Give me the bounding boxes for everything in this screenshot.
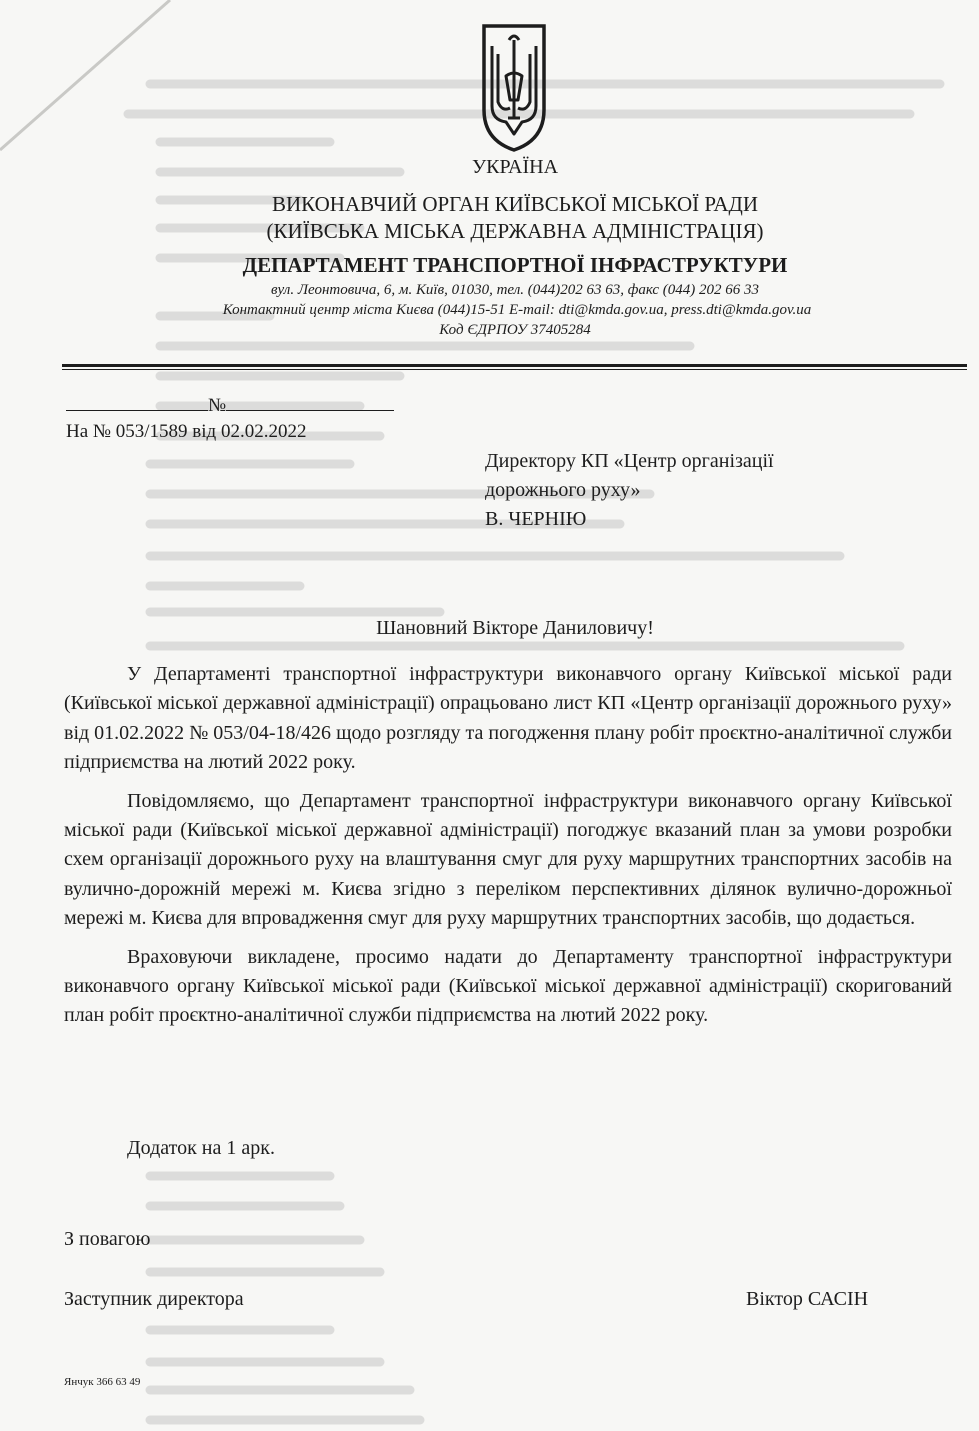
- registration-number-blank: [226, 394, 394, 411]
- letter-body: [64, 660, 952, 1031]
- header-edrpou: Код ЄДРПОУ 37405284: [439, 322, 591, 338]
- body-paragraph-3: Враховуючи викладене, просимо надати до Департаменту транспортної інфраструктури виконавчого органу Київської міської ради (Київської міської державної адміністрації) скоригований план робіт проєктно-аналітичної служби підприємства на лютий 2022 року.: [64, 945, 952, 1027]
- body-paragraph-1: У Департаменті транспортної інфраструктури виконавчого органу Київської міської ради (Київської міської державної адміністрації) опрацьовано лист КП «Центр організації дорожнього руху» від 01.02.2022 № 053/04-18/426 щодо розгляду та погодження плану робіт проєктно-аналітичної служби підприємства на лютий 2022 року.: [64, 663, 952, 774]
- signer-name: Віктор САСІН: [746, 1288, 869, 1310]
- addressee-line2: дорожнього руху»: [485, 479, 641, 501]
- registration-date-blank: [66, 394, 208, 411]
- signer-position: Заступник директора: [64, 1288, 244, 1310]
- executor-contact: Янчук 366 63 49: [64, 1376, 141, 1388]
- header-address: вул. Леонтовича, 6, м. Київ, 01030, тел. (044)202 63 63, факс (044) 202 66 33: [271, 282, 759, 298]
- incoming-reference: На № 053/1589 від 02.02.2022: [66, 421, 307, 442]
- header-country: УКРАЇНА: [471, 156, 559, 178]
- number-sign: №: [208, 395, 227, 416]
- closing-regards: З повагою: [64, 1228, 151, 1250]
- coat-of-arms-icon: [478, 18, 550, 156]
- header-divider-thin: [62, 369, 967, 370]
- addressee-line1: Директору КП «Центр організації: [485, 450, 774, 472]
- addressee-block: [485, 447, 774, 534]
- body-paragraph-2: Повідомляємо, що Департамент транспортної інфраструктури виконавчого органу Київської міської ради (Київської міської державної адміністрації) погоджує вказаний план за умови розробки схем організації дорожнього руху на влаштування смуг для руху маршрутних транспортних засобів на вулично-дорожній мережі м. Києва згідно з переліком перспективних ділянок вулично-дорожньої мережі м. Києва для впровадження смуг для руху маршрутних транспортних засобів, що додається.: [64, 789, 952, 930]
- header-contacts: Контактний центр міста Києва (044)15-51 E-mail: dti@kmda.gov.ua, press.dti@kmda.gov.ua: [222, 302, 812, 318]
- header-divider-thick: [62, 364, 967, 367]
- registration-line: [66, 394, 394, 417]
- salutation: Шановний Вікторе Даниловичу!: [376, 617, 654, 639]
- header-org-line1: ВИКОНАВЧИЙ ОРГАН КИЇВСЬКОЇ МІСЬКОЇ РАДИ: [271, 192, 759, 216]
- addressee-name: В. ЧЕРНІЮ: [485, 508, 587, 530]
- attachment-note: Додаток на 1 арк.: [127, 1137, 275, 1159]
- header-department: ДЕПАРТАМЕНТ ТРАНСПОРТНОЇ ІНФРАСТРУКТУРИ: [242, 253, 788, 277]
- header-org-line2: (КИЇВСЬКА МІСЬКА ДЕРЖАВНА АДМІНІСТРАЦІЯ): [266, 219, 764, 243]
